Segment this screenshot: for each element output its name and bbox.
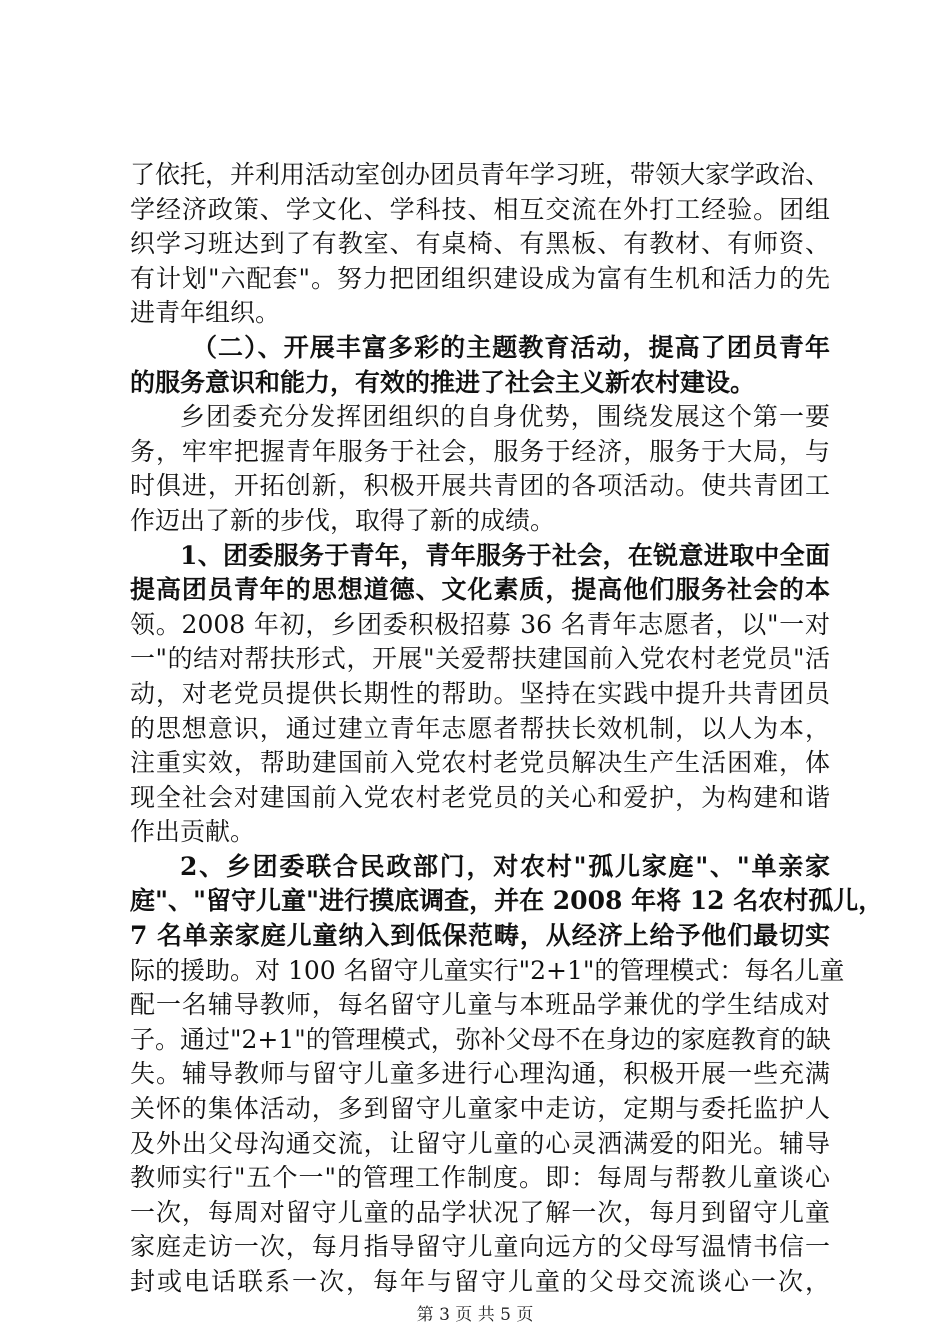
text-line: 及外出父母沟通交流，让留守儿童的心灵洒满爱的阳光。辅导: [130, 1128, 830, 1158]
text-line: 失。辅导教师与留守儿童多进行心理沟通，积极开展一些充满: [130, 1059, 830, 1089]
text-line: 封或电话联系一次，每年与留守儿童的父母交流谈心一次，: [130, 1267, 830, 1296]
text-line: 务，牢牢把握青年服务于社会，服务于经济，服务于大局，与: [130, 436, 830, 466]
page-footer: 第 3 页 共 5 页: [416, 1305, 534, 1325]
text-line: 提高团员青年的思想道德、文化素质，提高他们服务社会的本: [130, 575, 830, 605]
text-line: （二）、开展丰富多彩的主题教育活动，提高了团员青年: [192, 332, 830, 362]
text-line: 的服务意识和能力，有效的推进了社会主义新农村建设。: [130, 367, 756, 397]
text-line: 有计划"六配套"。努力把团组织建设成为富有生机和活力的先: [130, 263, 830, 293]
text-line: 动，对老党员提供长期性的帮助。坚持在实践中提升共青团员: [130, 678, 830, 708]
text-line: 关怀的集体活动，多到留守儿童家中走访，定期与委托监护人: [130, 1094, 830, 1124]
text-line: 现全社会对建国前入党农村老党员的关心和爱护，为构建和谐: [130, 782, 830, 812]
text-line: 领。2008 年初，乡团委积极招募 36 名青年志愿者，以"一对: [130, 609, 830, 639]
text-line: 际的援助。对 100 名留守儿童实行"2+1"的管理模式：每名儿童: [130, 955, 845, 985]
text-line: 作迈出了新的步伐，取得了新的成绩。: [130, 505, 556, 535]
text-line: 庭"、"留守儿童"进行摸底调查，并在 2008 年将 12 名农村孤儿，: [130, 886, 884, 916]
text-line: 学经济政策、学文化、学科技、相互交流在外打工经验。团组: [130, 194, 830, 224]
text-line: 了依托，并利用活动室创办团员青年学习班，带领大家学政治、: [130, 160, 831, 189]
text-line: 7 名单亲家庭儿童纳入到低保范畴，从经济上给予他们最切实: [130, 921, 830, 951]
text-line: 家庭走访一次，每月指导留守儿童向远方的父母写温情书信一: [130, 1232, 830, 1262]
text-line: 教师实行"五个一"的管理工作制度。即：每周与帮教儿童谈心: [130, 1163, 830, 1193]
text-line: 子。通过"2+1"的管理模式，弥补父母不在身边的家庭教育的缺: [130, 1024, 831, 1054]
text-line: 的思想意识，通过建立青年志愿者帮扶长效机制，以人为本，: [130, 713, 830, 743]
text-line: 一"的结对帮扶形式，开展"关爱帮扶建国前入党农村老党员"活: [130, 644, 830, 674]
text-line: 2、乡团委联合民政部门，对农村"孤儿家庭"、"单亲家: [180, 851, 830, 881]
document-body: [130, 158, 884, 1300]
text-line: 作出贡献。: [130, 817, 256, 847]
text-line: 时俱进，开拓创新，积极开展共青团的各项活动。使共青团工: [130, 471, 830, 501]
text-line: 乡团委充分发挥团组织的自身优势，围绕发展这个第一要: [180, 402, 830, 432]
text-line: 进青年组织。: [130, 298, 281, 328]
text-line: 织学习班达到了有教室、有桌椅、有黑板、有教材、有师资、: [130, 229, 830, 259]
text-line: 一次，每周对留守儿童的品学状况了解一次，每月到留守儿童: [130, 1197, 830, 1227]
text-line: 配一名辅导教师，每名留守儿童与本班品学兼优的学生结成对: [130, 990, 830, 1020]
text-line: 1、团委服务于青年，青年服务于社会，在锐意进取中全面: [180, 540, 830, 570]
text-line: 注重实效，帮助建国前入党农村老党员解决生产生活困难，体: [130, 748, 830, 778]
